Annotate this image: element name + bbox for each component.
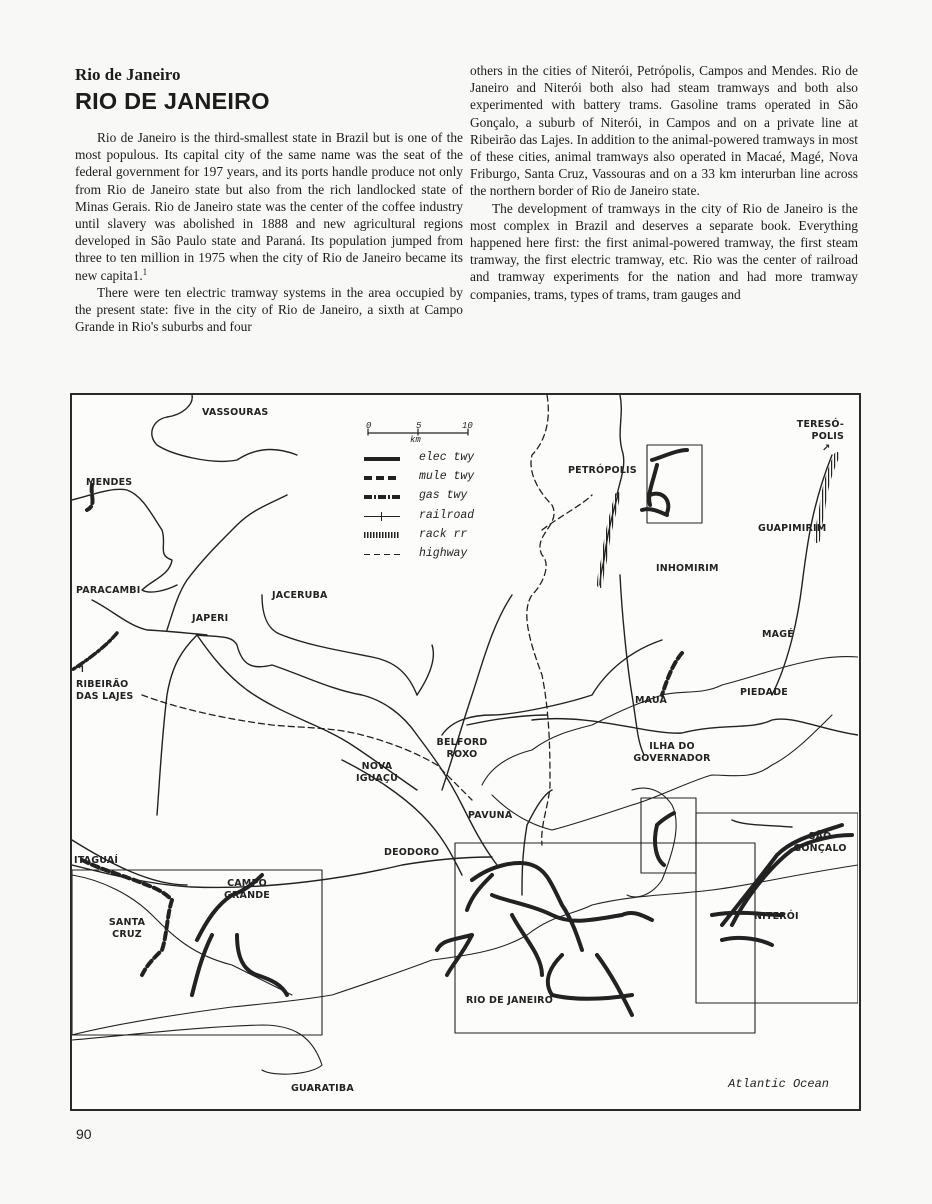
footnote-marker[interactable]: 1 [142,266,148,277]
legend-gas: gas twy [364,489,514,503]
electric-swatch [364,457,400,461]
legend-electric: elec twy [364,451,514,465]
label-deodoro: DEODORO [384,847,440,858]
label-sao-1: SÃO [808,831,832,842]
rack-swatch [364,532,400,538]
label-vassouras: VASSOURAS [202,407,269,418]
label-ilha-2: GOVERNADOR [633,753,711,764]
legend-highway: highway [364,547,514,561]
legend-mule: mule twy [364,470,514,484]
text-column-right [470,62,858,303]
mule-swatch [364,476,400,480]
label-maua: MAUÁ [635,695,668,706]
label-guapimirim: GUAPIMIRIM [758,523,827,534]
gas-swatch [364,495,400,499]
electric-tramway-lines [192,450,852,1015]
label-campo-1: CAMPO [227,878,267,889]
label-belford-1: BELFORD [436,737,488,748]
label-ribeirao-2: DAS LAJES [76,691,134,702]
section-title-large: RIO DE JANEIRO [75,88,270,114]
tramway-map [70,393,861,1111]
label-ilha-1: ILHA DO [649,741,695,752]
ocean-label: Atlantic Ocean [728,1077,829,1091]
label-mendes: MENDES [86,477,133,488]
section-title-small: Rio de Janeiro [75,65,181,84]
label-rio-de-janeiro: RIO DE JANEIRO [466,995,553,1006]
railroad-tick-icon [381,512,382,521]
label-itaguai: ITAGUAÍ [74,855,119,866]
label-sao-2: GONÇALO [793,843,847,854]
paragraph-other-cities: others in the cities of Niterói, Petrópolis, Campos and Mendes. Rio de Janeiro and Niterói both also had steam tramways and both also experimented with battery trams. Gasoline trams operated in São Gonçalo, a suburb of Niterói, in Campos and on a private line at Ribeirão das Lajes. In addition to the animal-powered tramways in most of these cities, animal tramways also operated in Macaé, Magé, Nova Friburgo, Santa Cruz, Vassouras and on a 33 km interurban line across the northern border of Rio de Janeiro state. [470,63,858,199]
scale-unit: km [410,435,421,445]
label-pavuna: PAVUNA [468,810,513,821]
legend-railroad: railroad [364,509,514,523]
scale-tick-10: 10 [462,421,473,431]
label-japeri: JAPERI [192,613,229,624]
label-santa-2: CRUZ [112,929,142,940]
label-ribeirao-1: RIBEIRÃO [76,679,129,690]
highway-swatch [364,554,400,555]
label-mage: MAGÉ [762,629,794,640]
label-campo-2: GRANDE [224,890,270,901]
label-piedade: PIEDADE [740,687,789,698]
teresopolis-arrow-icon: ↗ [822,443,831,454]
label-paracambi: PARACAMBI [76,585,141,596]
label-inhomirim: INHOMIRIM [656,563,719,574]
page-number: 90 [76,1126,92,1142]
label-teresopolis-1: TERESÓ- [796,419,844,430]
label-jaceruba: JACERUBA [272,590,328,601]
label-santa-1: SANTA [108,917,146,928]
text-column-left [75,62,463,335]
scale-tick-0: 0 [366,421,372,431]
label-nova-1: NOVA [361,761,393,772]
scale-tick-5: 5 [416,421,422,431]
label-guaratiba: GUARATIBA [291,1083,354,1094]
label-petropolis: PETRÓPOLIS [568,465,637,476]
legend-rack: rack rr [364,528,514,542]
label-belford-2: ROXO [446,749,478,760]
label-niteroi: NITERÓI [754,911,799,922]
paragraph-intro: Rio de Janeiro is the third-smallest state in Brazil but is one of the most populous. Its capital city of the same name was the seat of the federal government for 197 years, and its ports handle produce not only from Rio de Janeiro state but also from the rich landlocked state of Minas Gerais. Rio de Janeiro state was the center of the coffee industry until slavery was abolished in 1888 and new agricultural regions developed in São Paulo state and Paraná. Its population jumped from three to ten million in 1975 when the city of Rio de Janeiro became its new capita1.$^1$ [75,130,463,283]
paragraph-tramway-systems: There were ten electric tramway systems in the area occupied by the present state: five in the city of Rio de Janeiro, a sixth at Campo Grande in Rio's suburbs and four [75,284,463,335]
ribeirao-arrow-icon: ↰ [76,662,86,675]
label-teresopolis-2: POLIS [811,431,844,442]
paragraph-development: The development of tramways in the city of Rio de Janeiro is the most complex in Brazil and deserves a separate book. Everything happened here first: the first animal-powered tramway, the first steam tramway, the first electric tramway, etc. Rio was the center of railroad and tramway experiments for the nation and had more tramway companies, trams, types of trams, tram gauges and [470,200,858,302]
label-nova-2: IGUAÇU [356,773,398,784]
